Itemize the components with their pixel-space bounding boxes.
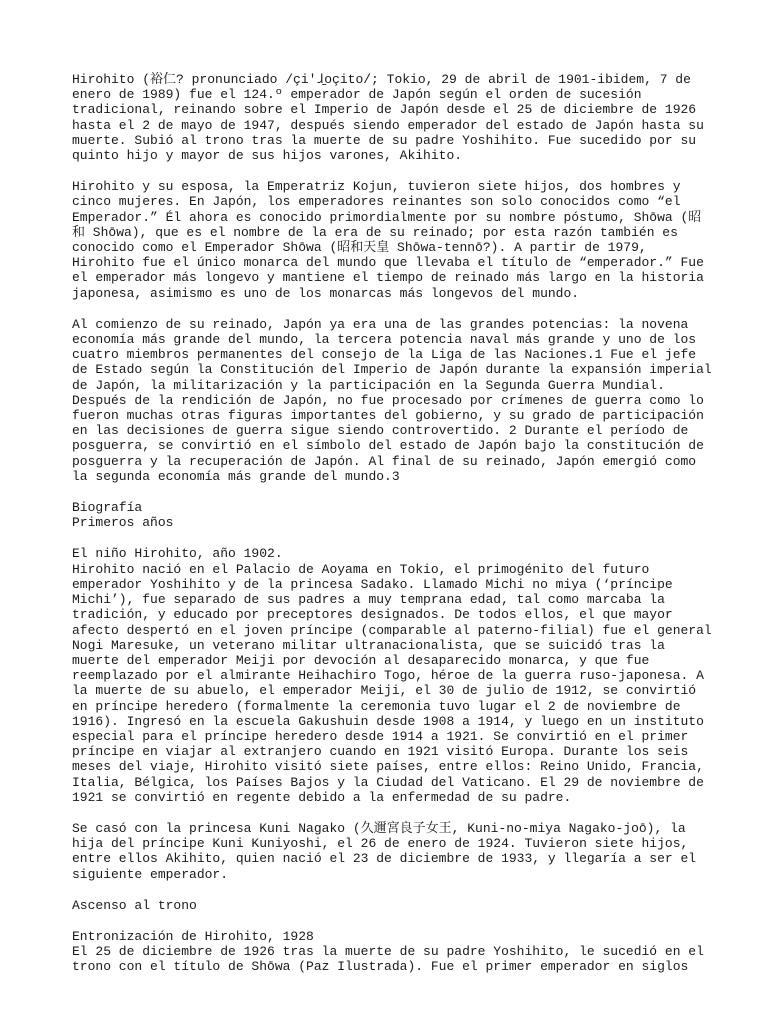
paragraph-intro: Hirohito (裕仁? pronunciado /çi'ɺ̠oçito/; Tokio, 29 de abril de 1901-ibidem, 7 de enero de 1989) fue el 124.º emperador de Japón según el orden de sucesión tradicional, reinando sobre el Imperio de Japón desde el 25 de diciembre de 1926 hasta el 2 de mayo de 1947, después siendo emperador del estado de Japón hasta su muerte. Subió al trono tras la muerte de su padre Yoshihito. Fue sucedido por su quinto hijo y mayor de sus hijos varones, Akihito. xyxy=(72,72,704,164)
paragraph-family: Hirohito y su esposa, la Emperatriz Kojun, tuvieron siete hijos, dos hombres y cinco mujeres. En Japón, los emperadores reinantes son solo conocidos como “el Emperador.” Él ahora es conocido primordialmente por su nombre póstumo, Shōwa (昭和 Shōwa), que es el nombre de la era de su reinado; por esta razón también es conocido como el Emperador Shōwa (昭和天皇 Shōwa-tennō?). A partir de 1979, Hirohito fue el único monarca del mundo que llevaba el título de “emperador.” Fue el emperador más longevo y mantiene el tiempo de reinado más largo en la historia japonesa, asimismo es uno de los monarcas más longevos del mundo. xyxy=(72,179,704,301)
heading-primeros-anos: Primeros años xyxy=(72,515,174,531)
paragraph-reign: Al comienzo de su reinado, Japón ya era una de las grandes potencias: la novena economía más grande del mundo, la tercera potencia naval más grande y uno de los cuatro miembros permanentes del consejo de la Liga de las Naciones.1 Fue el jefe de Estado según la Constitución del Imperio de Japón durante la expansión imperial de Japón, la militarización y la participación en la Segunda Guerra Mundial. Después de la rendición de Japón, no fue procesado por crímenes de guerra como lo fueron muchas otras figuras importantes del gobierno, y su grado de participación en las decisiones de guerra sigue siendo controvertido. 2 Durante el período de posguerra, se convirtió en el símbolo del estado de Japón bajo la constitución de posguerra y la recuperación de Japón. Al final de su reinado, Japón emergió como la segunda economía más grande del mundo.3 xyxy=(72,316,712,484)
heading-ascenso: Ascenso al trono xyxy=(72,897,197,913)
heading-biografia: Biografía xyxy=(72,500,143,516)
caption-entronizacion: Entronización de Hirohito, 1928 xyxy=(72,928,314,944)
document-page xyxy=(72,72,712,975)
caption-nino: El niño Hirohito, año 1902. xyxy=(72,546,283,562)
paragraph-marriage: Se casó con la princesa Kuni Nagako (久邇宮良子女王, Kuni-no-miya Nagako-joō), la hija del príncipe Kuni Kuniyoshi, el 26 de enero de 1924. Tuvieron siete hijos, entre ellos Akihito, quien nació el 23 de diciembre de 1933, y llegaría a ser el siguiente emperador. xyxy=(72,820,697,882)
paragraph-childhood: Hirohito nació en el Palacio de Aoyama en Tokio, el primogénito del futuro emperador Yoshihito y de la princesa Sadako. Llamado Michi no miya (‘príncipe Michi’), fue separado de sus padres a muy temprana edad, tal como marcaba la tradición, y educado por preceptores designados. De todos ellos, el que mayor afecto despertó en el joven príncipe (comparable al paterno-filial) fue el general Nogi Maresuke, un veterano militar ultranacionalista, que se suicidó tras la muerte del emperador Meiji por devoción al desaparecido monarca, y que fue reemplazado por el almirante Heihachiro Togo, héroe de la guerra ruso-japonesa. A la muerte de su abuelo, el emperador Meiji, el 30 de julio de 1912, se convirtió en príncipe heredero (formalmente la ceremonia tuvo lugar el 2 de noviembre de 1916). Ingresó en la escuela Gakushuin desde 1908 a 1914, y luego en un instituto especial para el príncipe heredero desde 1914 a 1921. Se convirtió en el primer príncipe en viajar al extranjero cuando en 1921 visitó Europa. Durante los seis meses del viaje, Hirohito visitó siete países, entre ellos: Reino Unido, Francia, Italia, Bélgica, los Países Bajos y la Ciudad del Vaticano. El 29 de noviembre de 1921 se convirtió en regente debido a la enfermedad de su padre. xyxy=(72,561,712,805)
paragraph-ascension: El 25 de diciembre de 1926 tras la muerte de su padre Yoshihito, le sucedió en el trono con el título de Shōwa (Paz Ilustrada). Fue el primer emperador en siglos xyxy=(72,944,704,975)
